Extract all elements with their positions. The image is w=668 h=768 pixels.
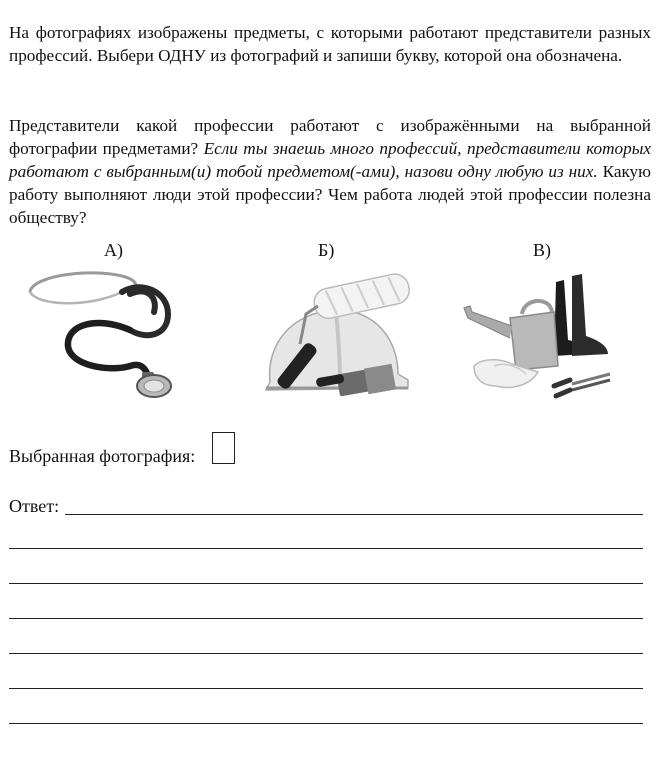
photo-label-v: В) <box>533 240 551 260</box>
task-paragraph-2 <box>9 114 651 229</box>
stethoscope-icon <box>18 262 198 412</box>
photo-label-a: А) <box>104 240 123 260</box>
answer-line[interactable] <box>9 583 643 584</box>
answer-line[interactable] <box>9 653 643 654</box>
task-question-start: Представители какой профессии работают с изображёнными на выбранной фотографии предметами? <box>9 116 651 158</box>
selected-photo-answer-box[interactable] <box>212 432 235 464</box>
task-question-end: Какую работу выполняют люди этой профессии? Чем работа людей этой профессии полезна обществу? <box>9 162 651 227</box>
photo-label-b: Б) <box>318 240 335 260</box>
garden-tools-icon <box>460 262 638 412</box>
answer-line[interactable] <box>9 618 643 619</box>
answer-line[interactable] <box>9 688 643 689</box>
construction-tools-icon <box>248 262 418 412</box>
task-hint-italic: Если ты знаешь много профессий, представители которых работают с выбранным(и) тобой предметом(-ами), назови одну любую из них. <box>9 139 651 181</box>
answer-line[interactable] <box>65 514 643 515</box>
answer-label: Ответ: <box>9 496 60 516</box>
selected-photo-label: Выбранная фотография: <box>9 446 196 466</box>
task-paragraph-1: На фотографиях изображены предметы, с которыми работают представители разных профессий. Выбери ОДНУ из фотографий и запиши букву, которой она обозначена. <box>9 23 651 65</box>
answer-line[interactable] <box>9 723 643 724</box>
answer-line[interactable] <box>9 548 643 549</box>
